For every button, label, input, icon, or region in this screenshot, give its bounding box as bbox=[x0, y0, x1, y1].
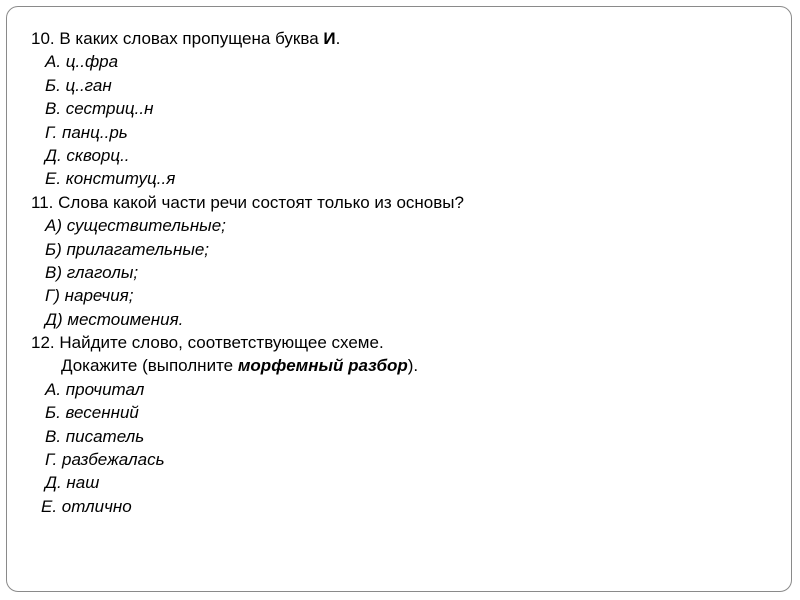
q11-option-c: В) глаголы; bbox=[45, 262, 139, 282]
q10-option-d: Г. панц..рь bbox=[45, 122, 128, 142]
prove-suffix: ). bbox=[407, 356, 419, 376]
question-end: . bbox=[335, 29, 341, 48]
question-number: 12. bbox=[31, 333, 55, 353]
question-text: Слова какой части речи состоят только из основы? bbox=[53, 192, 464, 212]
question-12 bbox=[31, 331, 464, 354]
q12-prove-instruction bbox=[31, 354, 464, 377]
prove-bold: морфемный разбор bbox=[237, 356, 408, 376]
q12-option-e: Д. наш bbox=[45, 473, 100, 493]
question-number: 10. bbox=[31, 29, 55, 48]
question-11 bbox=[31, 191, 464, 214]
q10-option-f: Е. конституц..я bbox=[45, 169, 176, 189]
missing-letter: И bbox=[323, 29, 336, 48]
q11-option-a: А) существительные; bbox=[45, 216, 226, 236]
slide-frame bbox=[6, 6, 792, 592]
q10-option-a: А. ц..фра bbox=[45, 52, 119, 72]
q12-option-a: А. прочитал bbox=[45, 379, 145, 399]
prove-prefix: Докажите (выполните bbox=[61, 356, 238, 376]
q10-option-c: В. сестриц..н bbox=[45, 99, 154, 119]
q10-option-b: Б. ц..ган bbox=[45, 75, 112, 95]
q11-option-b: Б) прилагательные; bbox=[45, 239, 210, 259]
q12-option-b: Б. весенний bbox=[45, 403, 139, 423]
q11-option-d: Г) наречия; bbox=[45, 286, 134, 306]
slide-content bbox=[31, 27, 464, 518]
q10-option-e: Д. скворц.. bbox=[45, 145, 130, 165]
question-10 bbox=[31, 27, 464, 50]
q12-option-f: Е. отлично bbox=[41, 496, 132, 516]
question-text: Найдите слово, соответствующее схеме. bbox=[54, 333, 384, 353]
q11-option-e: Д) местоимения. bbox=[45, 309, 184, 329]
question-text: В каких словах пропущена буква bbox=[54, 29, 324, 48]
q12-option-d: Г. разбежалась bbox=[45, 450, 165, 470]
question-number: 11. bbox=[31, 192, 54, 212]
q12-option-c: В. писатель bbox=[45, 426, 145, 446]
